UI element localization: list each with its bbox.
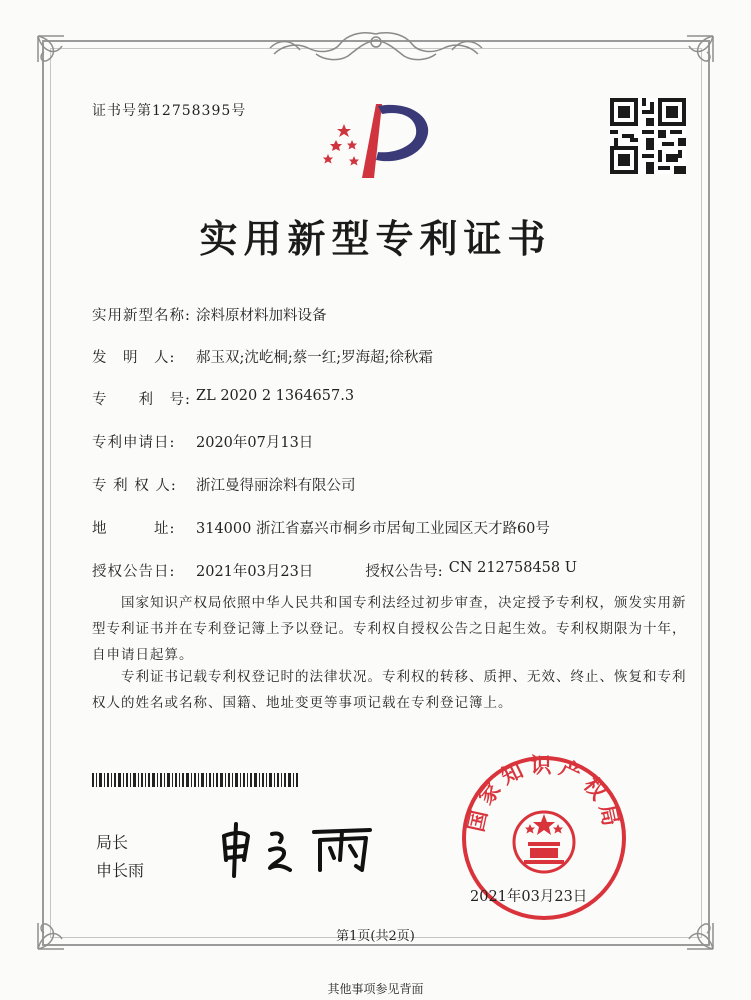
seal-date: 2021年03月23日 <box>470 889 588 905</box>
certificate-title: 实用新型专利证书 <box>199 217 552 261</box>
field-inventors <box>92 346 433 367</box>
field-label: 专 利 权 人: <box>92 478 177 494</box>
field-value: 2021年03月23日 <box>196 564 314 580</box>
qr-code-icon <box>610 98 686 174</box>
field-value: 涂料原材料加料设备 <box>196 308 327 324</box>
field-patentee <box>92 474 356 495</box>
field-label: 专利申请日: <box>92 435 176 451</box>
field-label: 发 明 人: <box>92 350 176 366</box>
signatory-name: 申长雨 <box>96 861 145 880</box>
corner-ornament-tr <box>667 32 717 82</box>
patent-office-logo-icon <box>318 94 438 190</box>
page-number: 第1页(共2页) <box>336 929 415 944</box>
field-label: 专 利 号: <box>92 392 191 408</box>
field-address <box>92 517 550 538</box>
field-label: 实用新型名称: <box>92 308 191 324</box>
field-value: 浙江曼得丽涂料有限公司 <box>196 478 356 494</box>
field-utility-model-name <box>92 304 327 325</box>
certificate-number: 证书号第12758395号 <box>92 103 247 119</box>
top-ornament <box>260 28 492 64</box>
paragraph-legal-status: 专利证书记载专利权登记时的法律状况。专利权的转移、质押、无效、终止、恢复和专利权人的姓名或名称、国籍、地址变更等事项记载在专利登记簿上。 <box>92 669 687 711</box>
field-value: 314000 浙江省嘉兴市桐乡市居甸工业园区天才路60号 <box>196 521 550 537</box>
footer-note: 其他事项参见背面 <box>327 982 424 996</box>
field-label: 授权公告号: <box>365 564 443 580</box>
signature-icon <box>210 820 390 880</box>
field-application-date <box>92 431 313 452</box>
field-value: CN 212758458 U <box>448 560 577 576</box>
svg-text:国家知识产权局: 国家知识产权局 <box>463 753 625 834</box>
field-label: 授权公告日: <box>92 564 176 580</box>
field-label: 地 址: <box>92 521 176 537</box>
barcode-icon <box>92 772 298 786</box>
corner-ornament-tl <box>34 32 84 82</box>
field-value: 2020年07月13日 <box>196 435 314 451</box>
paragraph-grant-statement: 国家知识产权局依照中华人民共和国专利法经过初步审查，决定授予专利权，颁发实用新型专利证书并在专利登记簿上予以登记。专利权自授权公告之日起生效。专利权期限为十年，自申请日起算。 <box>92 595 687 663</box>
field-value: 郝玉双;沈屹桐;蔡一红;罗海超;徐秋霜 <box>196 350 434 366</box>
signatory-title: 局长 <box>96 833 129 852</box>
field-grant-date <box>92 560 577 581</box>
field-value: ZL 2020 2 1364657.3 <box>196 388 355 404</box>
field-patent-number <box>92 388 354 409</box>
